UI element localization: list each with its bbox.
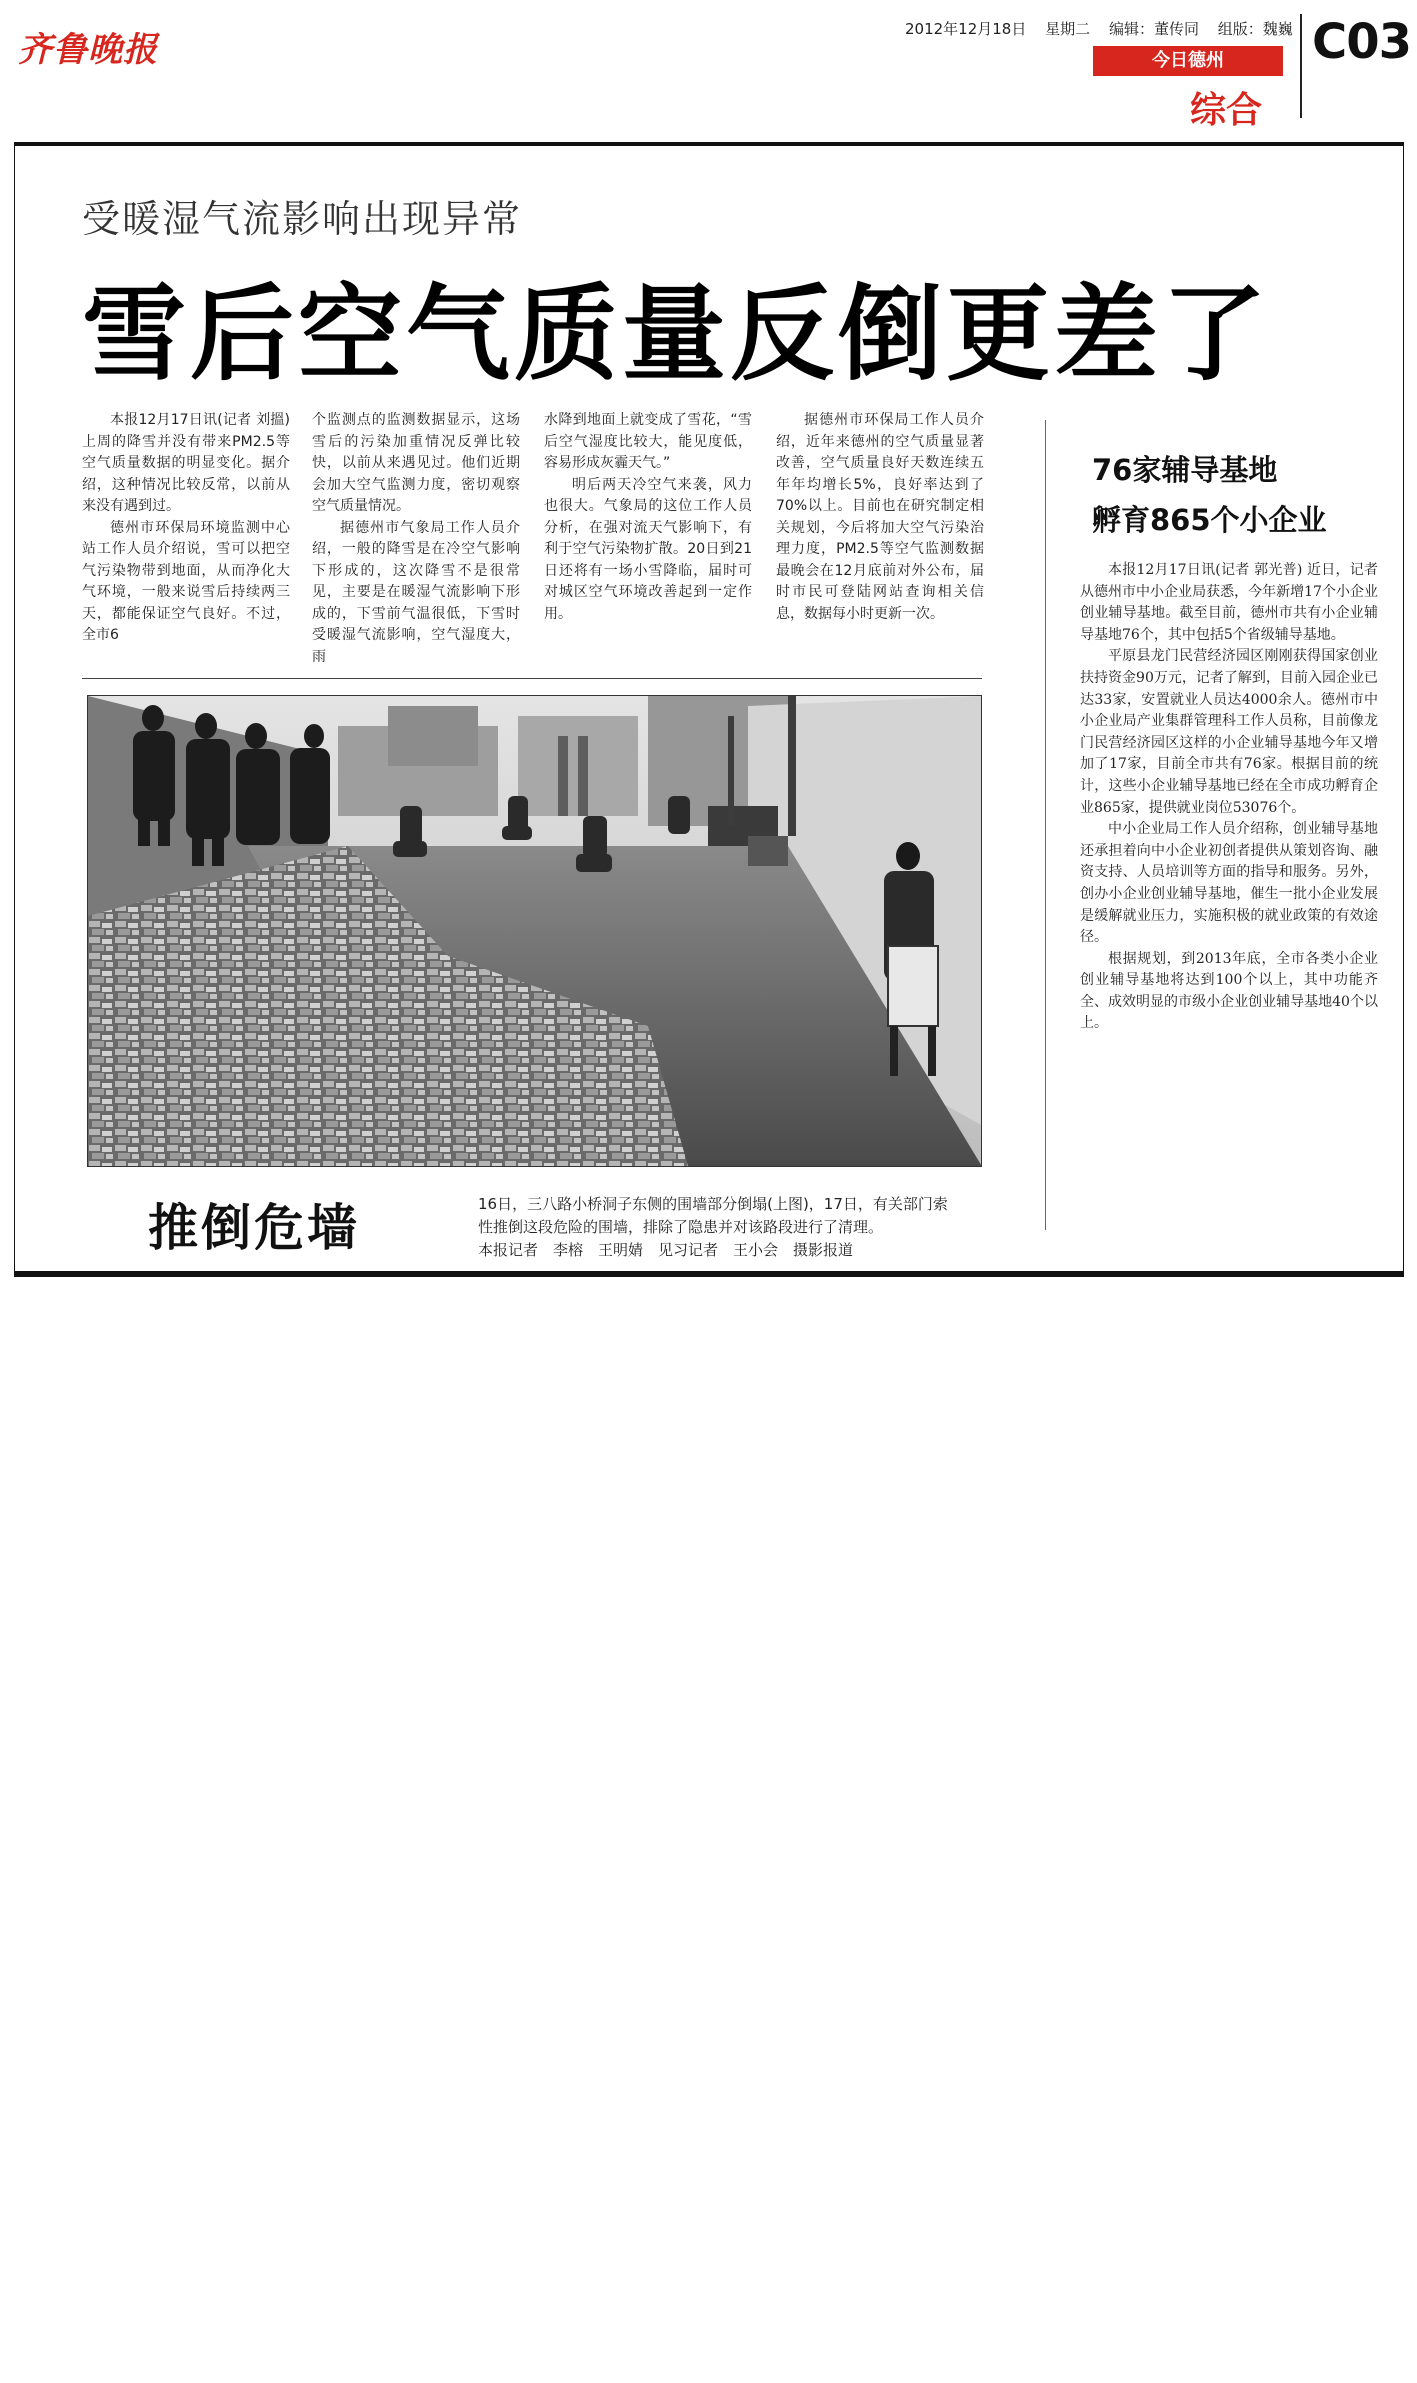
article-column-2 (312, 410, 520, 668)
issue-weekday: 星期二 (1045, 20, 1091, 38)
article-paragraph: 明后两天冷空气来袭，风力也很大。气象局的这位工作人员分析，在强对流天气影响下，有利于空气污染物扩散。20日到21日还将有一场小雪降临，届时可对城区空气环境改善起到一定作用。 (544, 476, 752, 622)
column-divider (1045, 420, 1046, 1230)
article-paragraph: 个监测点的监测数据显示，这场雪后的污染加重情况反弹比较快，以前从来遇见过。他们近期会加大空气监测力度，密切观察空气质量情况。 (312, 412, 520, 514)
side-paragraph: 平原县龙门民营经济园区刚刚获得国家创业扶持资金90万元，记者了解到，目前入园企业已达33家，安置就业人员达4000余人。德州市中小企业局产业集群管理科工作人员称，目前像龙门民营经济园区这样的小企业辅导基地今年又增加了17家，目前全市共有76家。根据目前的统计，这些小企业辅导基地已经在全市成功孵育企业865家，提供就业岗位53076个。 (1080, 648, 1378, 816)
page-number: C03 (1312, 14, 1412, 70)
section-bar: 今日德州 (1093, 46, 1283, 76)
article-paragraph: 据德州市环保局工作人员介绍，近年来德州的空气质量显著改善，空气质量良好天数连续五年年均增长5%，良好率达到了70%以上。目前也在研究制定相关规划，今后将加大空气污染治理力度，PM2.5等空气监测数据最晚会在12月底前对外公布，届时市民可登陆网站查询相关信息，数据每小时更新一次。 (776, 412, 984, 622)
article-divider (82, 678, 982, 679)
article-paragraph: 水降到地面上就变成了雪花，“雪后空气湿度比较大，能见度低，容易形成灰霾天气。” (544, 412, 752, 471)
article-paragraph: 德州市环保局环境监测中心站工作人员介绍说，雪可以把空气污染物带到地面，从而净化大气环境，一般来说雪后持续两三天，都能保证空气良好。不过，全市6 (82, 519, 290, 643)
caption-text: 16日，三八路小桥洞子东侧的围墙部分倒塌(上图)，17日，有关部门索性推倒这段危险的围墙，排除了隐患并对该路段进行了清理。 (478, 1195, 948, 1236)
editor-credit: 编辑：董传同 (1108, 20, 1199, 38)
masthead (0, 0, 1417, 135)
article-column-4 (776, 410, 984, 625)
section-name: 综合 (1190, 90, 1263, 131)
news-photo (87, 695, 982, 1167)
article-column-1 (82, 410, 290, 647)
issue-date: 2012年12月18日 (905, 20, 1027, 38)
layout-credit: 组版：魏巍 (1217, 20, 1293, 38)
photo-credits: 本报记者 李榕 王明婧 见习记者 王小会 摄影报道 (478, 1241, 854, 1259)
article-column-3 (544, 410, 752, 625)
photo-title: 推倒危墙 (148, 1199, 360, 1257)
side-paragraph: 本报12月17日讯(记者 郭光普) 近日，记者从德州市中小企业局获悉，今年新增17个小企业创业辅导基地。截至目前，德州市共有小企业辅导基地76个，其中包括5个省级辅导基地。 (1080, 562, 1378, 643)
side-paragraph: 根据规划，到2013年底，全市各类小企业创业辅导基地将达到100个以上，其中功能齐全、成效明显的市级小企业创业辅导基地40个以上。 (1080, 950, 1378, 1032)
side-headline-line2: 孵育865个小企业 (1092, 503, 1327, 537)
newspaper-logo: 齐鲁晚报 (18, 30, 158, 70)
masthead-divider (1300, 14, 1302, 118)
article-paragraph: 据德州市气象局工作人员介绍，一般的降雪是在冷空气影响下形成的，这次降雪不是很常见，主要是在暖湿气流影响下形成的，下雪前气温很低，下雪时受暖湿气流影响，空气湿度大，雨 (312, 519, 520, 665)
side-headline-line1: 76家辅导基地 (1092, 453, 1278, 487)
dateline (905, 18, 1307, 39)
side-paragraph: 中小企业局工作人员介绍称，创业辅导基地还承担着向中小企业初创者提供从策划咨询、融资支持、人员培训等方面的指导和服务。另外，创办小企业创业辅导基地，催生一批小企业发展是缓解就业压力，实施积极的就业政策的有效途径。 (1080, 821, 1378, 946)
photo-caption (478, 1193, 948, 1262)
article-kicker: 受暖湿气流影响出现异常 (82, 197, 523, 241)
article-headline: 雪后空气质量反倒更差了 (82, 273, 1271, 395)
side-article-body (1080, 560, 1378, 1035)
article-paragraph: 本报12月17日讯(记者 刘搵) 上周的降雪并没有带来PM2.5等空气质量数据的明显变化。据介绍，这种情况比较反常，以前从来没有遇到过。 (82, 412, 290, 514)
